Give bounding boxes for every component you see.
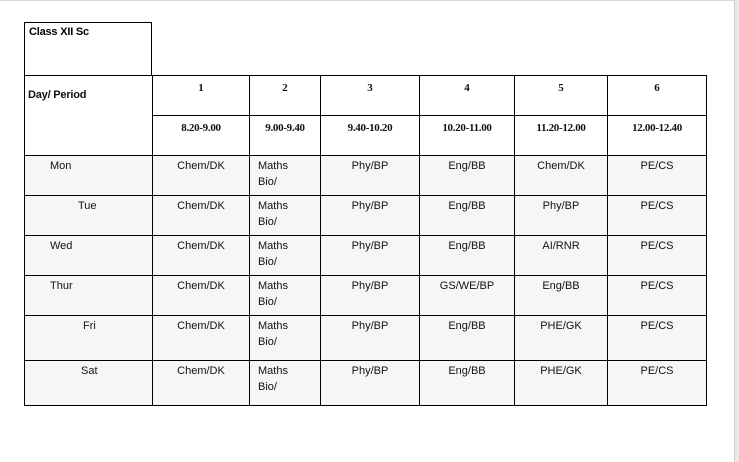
schedule-cell xyxy=(250,316,321,361)
schedule-cell: Chem/DK xyxy=(153,276,250,316)
schedule-cell: Phy/BP xyxy=(321,276,420,316)
schedule-cell: Phy/BP xyxy=(321,236,420,276)
schedule-cell xyxy=(250,196,321,236)
schedule-cell: Phy/BP xyxy=(321,196,420,236)
page-right-edge xyxy=(734,0,739,462)
schedule-cell: Chem/DK xyxy=(153,236,250,276)
table-row xyxy=(25,316,707,361)
schedule-cell: GS/WE/BP xyxy=(420,276,515,316)
day-cell: Wed xyxy=(25,236,153,276)
day-cell: Fri xyxy=(25,316,153,361)
schedule-cell: Eng/BB xyxy=(420,156,515,196)
schedule-cell xyxy=(250,361,321,406)
schedule-cell: PE/CS xyxy=(608,361,707,406)
period-number: 5 xyxy=(515,76,608,116)
schedule-cell: Phy/BP xyxy=(321,156,420,196)
period-time: 9.00-9.40 xyxy=(250,116,321,156)
table-row xyxy=(25,361,707,406)
schedule-cell: Chem/DK xyxy=(153,316,250,361)
day-cell: Sat xyxy=(25,361,153,406)
period-time: 8.20-9.00 xyxy=(153,116,250,156)
schedule-cell: Eng/BB xyxy=(420,236,515,276)
schedule-cell: PE/CS xyxy=(608,196,707,236)
subject-line: Maths xyxy=(258,200,288,212)
subject-line: Maths xyxy=(258,280,288,292)
subject-line: Maths xyxy=(258,160,288,172)
schedule-cell: Chem/DK xyxy=(153,156,250,196)
schedule-cell: Phy/BP xyxy=(321,361,420,406)
subject-line: Bio/ xyxy=(258,381,277,393)
schedule-cell: Eng/BB xyxy=(420,196,515,236)
period-time: 10.20-11.00 xyxy=(420,116,515,156)
schedule-cell: AI/RNR xyxy=(515,236,608,276)
day-cell: Mon xyxy=(25,156,153,196)
table-row xyxy=(25,156,707,196)
header-row-numbers xyxy=(25,76,707,116)
schedule-cell: Eng/BB xyxy=(420,361,515,406)
period-time: 9.40-10.20 xyxy=(321,116,420,156)
schedule-cell xyxy=(250,156,321,196)
period-time: 11.20-12.00 xyxy=(515,116,608,156)
schedule-cell: Chem/DK xyxy=(153,196,250,236)
period-number: 3 xyxy=(321,76,420,116)
class-label: Class XII Sc xyxy=(24,22,152,75)
subject-line: Bio/ xyxy=(258,216,277,228)
schedule-cell: Chem/DK xyxy=(153,361,250,406)
timetable xyxy=(24,75,707,406)
subject-line: Maths xyxy=(258,365,288,377)
period-number: 1 xyxy=(153,76,250,116)
schedule-cell: Phy/BP xyxy=(515,196,608,236)
table-row xyxy=(25,196,707,236)
table-row xyxy=(25,236,707,276)
table-row xyxy=(25,276,707,316)
period-number: 6 xyxy=(608,76,707,116)
schedule-cell: Chem/DK xyxy=(515,156,608,196)
schedule-cell: PE/CS xyxy=(608,156,707,196)
subject-line: Bio/ xyxy=(258,256,277,268)
subject-line: Bio/ xyxy=(258,296,277,308)
schedule-cell: Eng/BB xyxy=(420,316,515,361)
day-period-header: Day/ Period xyxy=(25,76,153,156)
page-top-edge xyxy=(0,0,739,1)
period-time: 12.00-12.40 xyxy=(608,116,707,156)
schedule-cell xyxy=(250,276,321,316)
schedule-cell: PE/CS xyxy=(608,316,707,361)
day-cell: Tue xyxy=(25,196,153,236)
subject-line: Maths xyxy=(258,320,288,332)
schedule-cell: Phy/BP xyxy=(321,316,420,361)
schedule-cell: PHE/GK xyxy=(515,316,608,361)
schedule-cell: PE/CS xyxy=(608,276,707,316)
schedule-cell xyxy=(250,236,321,276)
schedule-cell: PHE/GK xyxy=(515,361,608,406)
day-cell: Thur xyxy=(25,276,153,316)
subject-line: Bio/ xyxy=(258,336,277,348)
subject-line: Maths xyxy=(258,240,288,252)
period-number: 2 xyxy=(250,76,321,116)
period-number: 4 xyxy=(420,76,515,116)
schedule-cell: Eng/BB xyxy=(515,276,608,316)
schedule-cell: PE/CS xyxy=(608,236,707,276)
subject-line: Bio/ xyxy=(258,176,277,188)
